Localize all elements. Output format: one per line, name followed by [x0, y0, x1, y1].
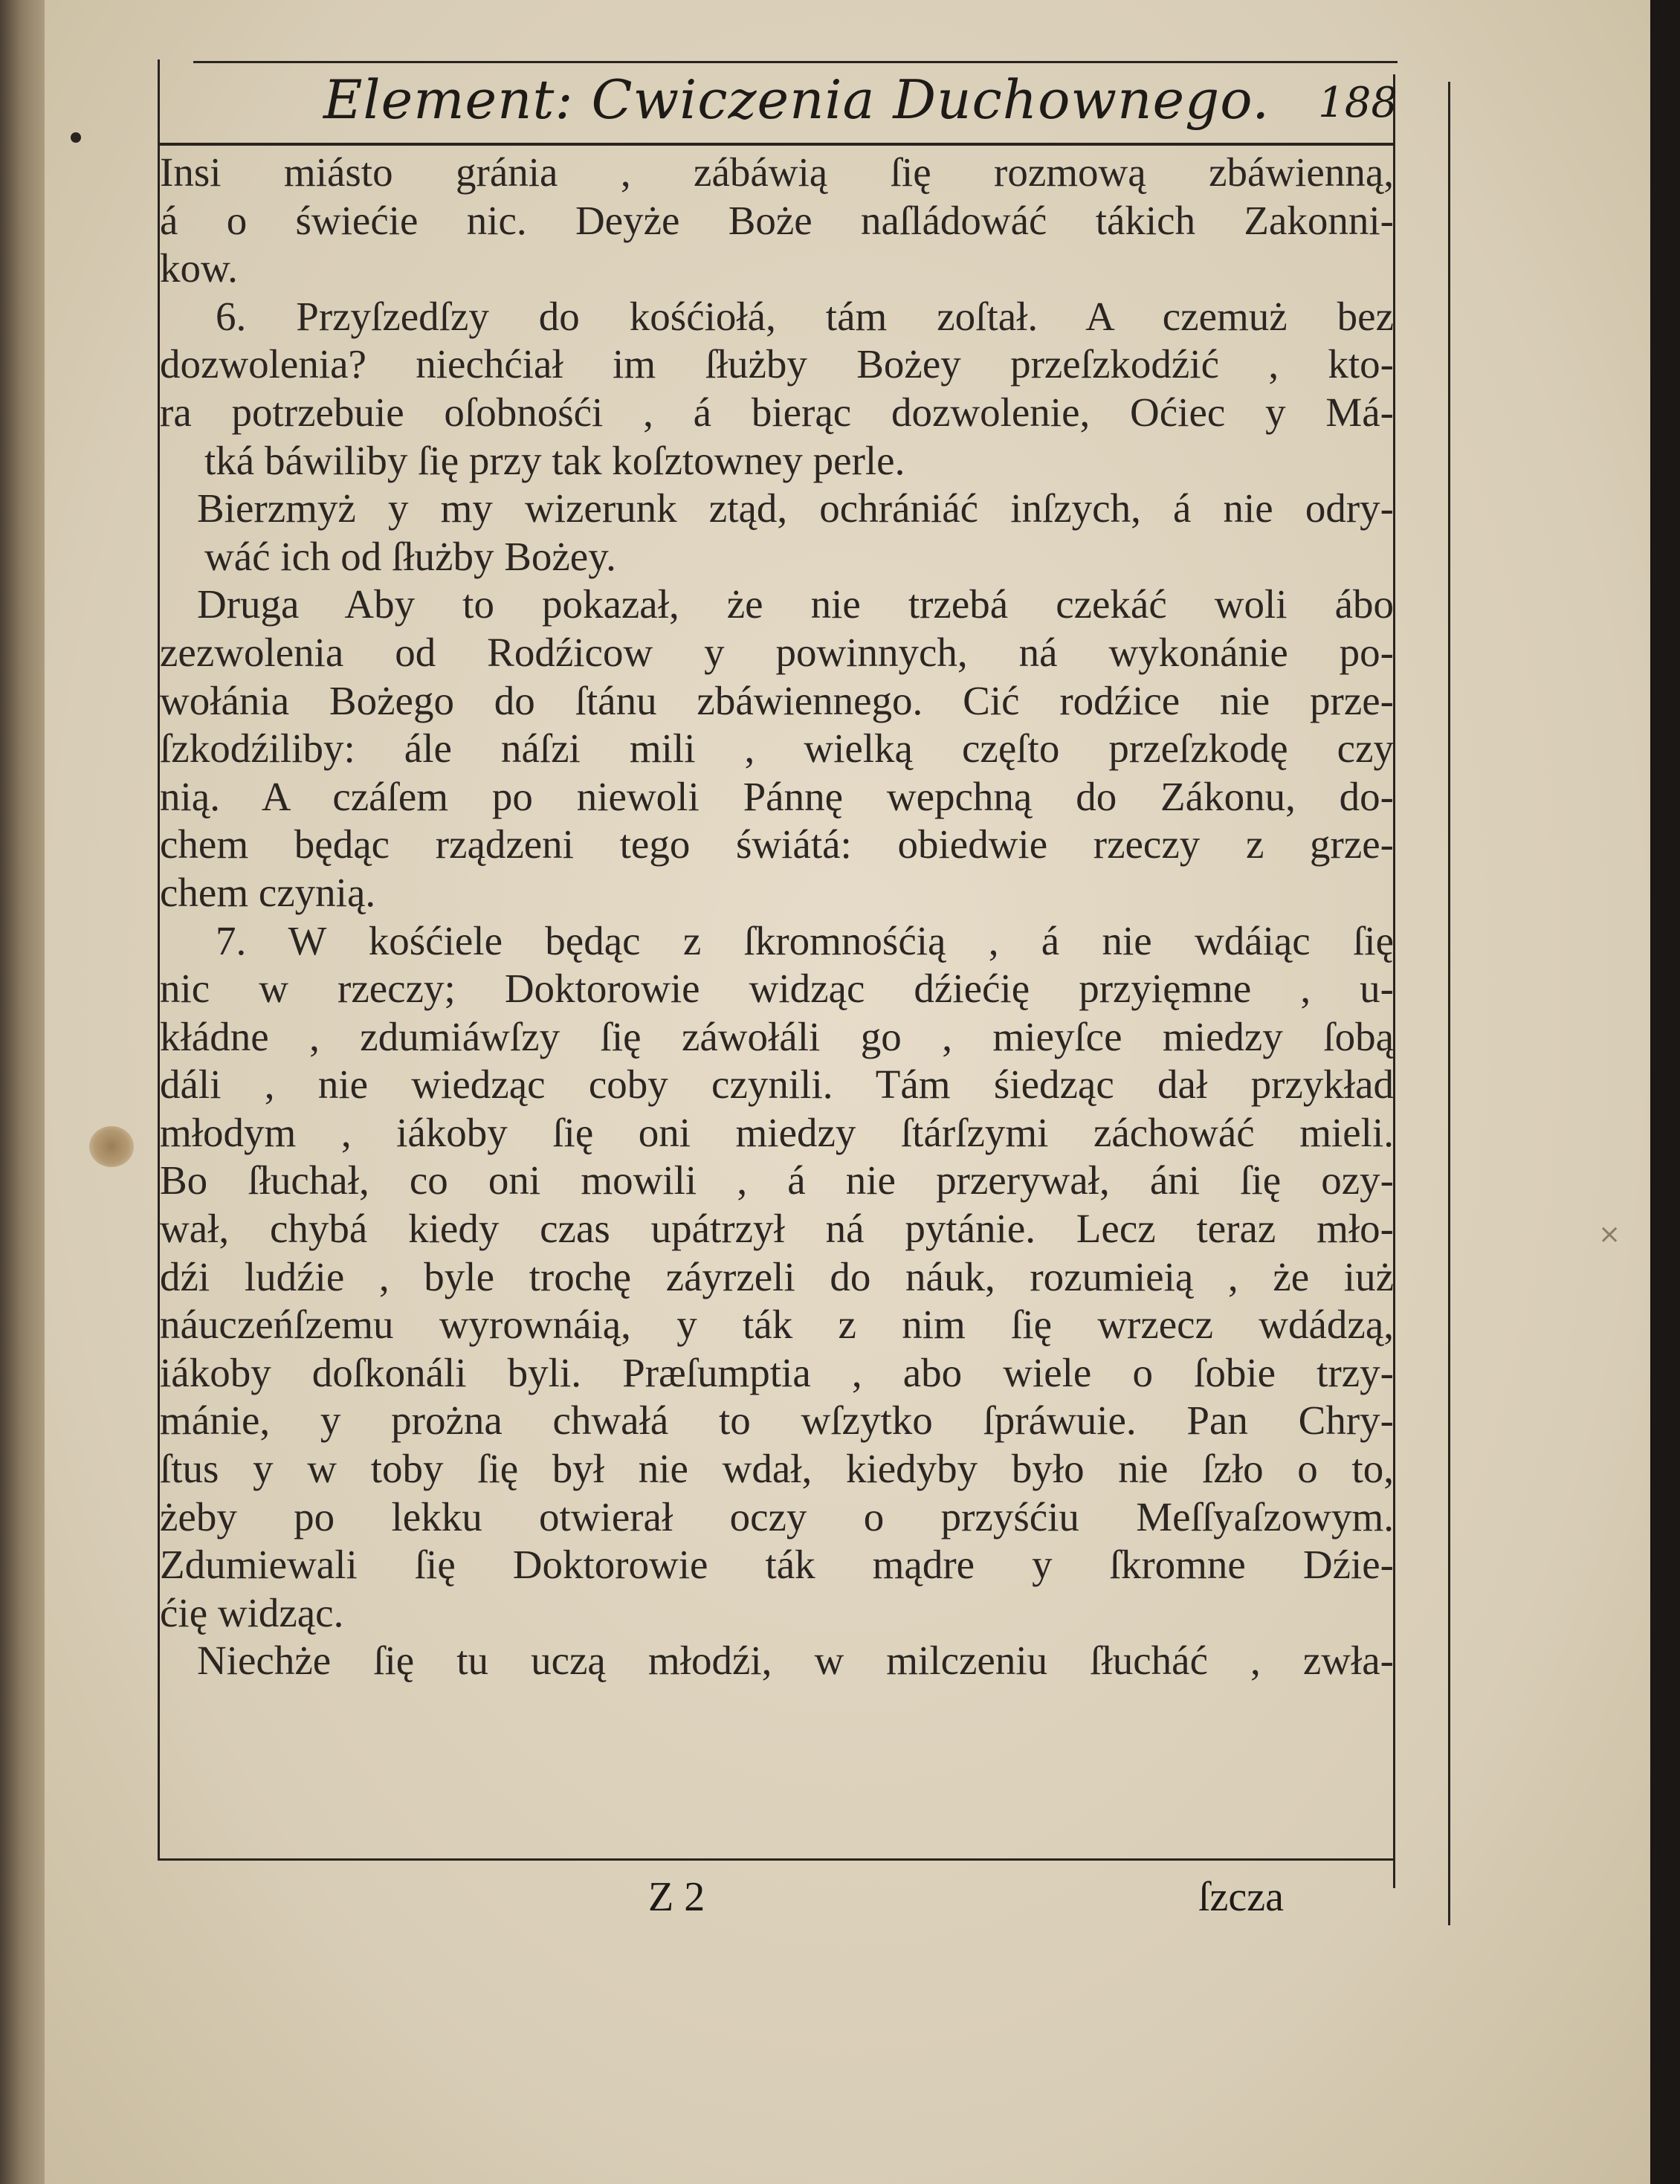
- text-line: Zdumiewali ſię Doktorowie ták mądre y ſkromne Dźie-: [160, 1542, 1394, 1588]
- text-line: Insi miásto gránia , zábáwią ſię rozmową zbáwienną,: [160, 149, 1394, 195]
- text-line: chem czynią.: [160, 869, 376, 915]
- text-line: ſzkodźiliby: ále náſzi mili , wielką częſto przeſzkodę czy: [160, 726, 1394, 772]
- page-header: [253, 68, 1398, 143]
- footer-rule: [158, 1858, 1395, 1861]
- text-line: Niechże ſię tu uczą młodźi, w milczeniu ſłucháć , zwła-: [197, 1638, 1394, 1684]
- text-line: wał, chybá kiedy czas upátrzył ná pytánie. Lecz teraz mło-: [160, 1206, 1394, 1252]
- text-line: Bo ſłuchał, co oni mowili , á nie przerywał, áni ſię ozy-: [160, 1157, 1394, 1204]
- catchword: ſzcza: [1198, 1874, 1284, 1920]
- text-line: dźi ludźie , byle trochę záyrzeli do náuk, rozumieią , że iuż: [160, 1253, 1394, 1299]
- page-number: 188: [1318, 79, 1398, 127]
- text-line: wołánia Bożego do ſtánu zbáwiennego. Cić rodźice nie prze-: [160, 677, 1394, 723]
- text-line: 7. W kośćiele będąc z ſkromnośćią , á nie wdáiąc ſię: [216, 917, 1394, 963]
- header-rule: [158, 143, 1395, 146]
- text-line: chem będąc rządzeni tego świátá: obiedwie rzeczy z grze-: [160, 821, 1394, 868]
- running-head: Element: Cwiczenia Duchownego.: [323, 68, 1270, 131]
- text-line: á o świećie nic. Deyże Boże naſládowáć tákich Zakonni-: [160, 197, 1394, 243]
- text-line: zezwolenia od Rodźicow y powinnych, ná wykonánie po-: [160, 629, 1394, 675]
- top-rule: [193, 61, 1398, 63]
- text-line: wáć ich od ſłużby Bożey.: [204, 533, 616, 579]
- margin-mark: ×: [1598, 1219, 1621, 1250]
- page-footer: [158, 1873, 1421, 1940]
- text-line: kłádne , zdumiáwſzy ſię záwołáli go , mieyſce miedzy ſobą: [160, 1013, 1394, 1059]
- text-line: ćię widząc.: [160, 1589, 344, 1635]
- text-line: mánie, y prożna chwałá to wſzytko ſpráwuie. Pan Chry-: [160, 1398, 1394, 1444]
- text-line: náuczeńſzemu wyrownáią, y ták z nim ſię wrzecz wdádzą,: [160, 1302, 1394, 1348]
- outer-right-rule: [1448, 82, 1450, 1925]
- text-line: Druga Aby to pokazał, że nie trzebá czekáć woli ábo: [197, 581, 1394, 627]
- ink-dot: [71, 132, 81, 143]
- foxing-stain: [89, 1126, 134, 1167]
- text-line: ra potrzebuie oſobnośći , á bierąc dozwolenie, Oćiec y Má-: [160, 389, 1394, 435]
- text-line: ſtus y w toby ſię był nie wdał, kiedyby było nie ſzło o to,: [160, 1446, 1394, 1492]
- text-line: nic w rzeczy; Doktorowie widząc dźiećię przyięmne , u-: [160, 966, 1394, 1012]
- text-line: kow.: [160, 245, 238, 291]
- body-text: [160, 149, 1394, 1685]
- signature-mark: Z 2: [648, 1874, 705, 1920]
- text-line: tká báwiliby ſię przy tak koſztowney perle.: [204, 437, 905, 483]
- text-line: dáli , nie wiedząc coby czynili. Tám śiedząc dał przykład: [160, 1062, 1394, 1108]
- text-line: Bierzmyż y my wizerunk ztąd, ochrániáć inſzych, á nie odry-: [197, 485, 1394, 532]
- text-line: żeby po lekku otwierał oczy o przyśćiu Meſſyaſzowym.: [160, 1493, 1394, 1540]
- text-line: dozwolenia? niechćiał im ſłużby Bożey przeſzkodźić , kto-: [160, 341, 1394, 387]
- text-line: 6. Przyſzedſzy do kośćiołá, tám zoſtał. A czemuż bez: [216, 293, 1394, 339]
- text-line: nią. A czáſem po niewoli Pánnę wepchną do Zákonu, do-: [160, 773, 1394, 819]
- text-line: iákoby doſkonáli byli. Præſumptia , abo wiele o ſobie trzy-: [160, 1349, 1394, 1395]
- text-line: młodym , iákoby ſię oni miedzy ſtárſzymi záchowáć mieli.: [160, 1109, 1394, 1155]
